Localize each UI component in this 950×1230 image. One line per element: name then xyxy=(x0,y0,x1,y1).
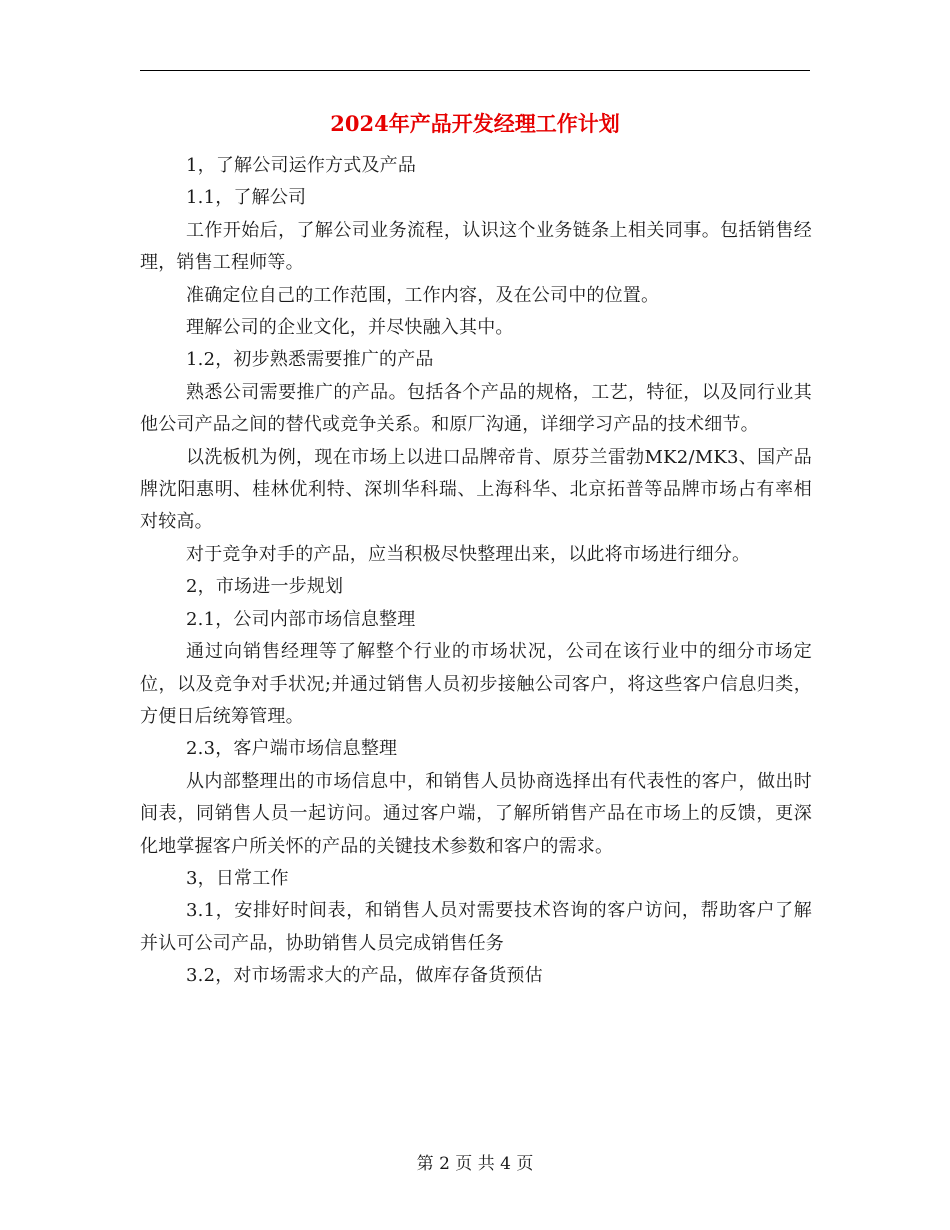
subheading-2-3: 2.3，客户端市场信息整理 xyxy=(186,738,398,760)
document-title: 2024年产品开发经理工作计划 xyxy=(330,111,620,136)
page-number-footer: 第 2 页 共 4 页 xyxy=(416,1154,534,1174)
heading-2: 2，市场进一步规划 xyxy=(186,576,344,598)
paragraph: 对于竞争对手的产品，应当积极尽快整理出来，以此将市场进行细分。 xyxy=(186,543,751,565)
paragraph: 从内部整理出的市场信息中，和销售人员协商选择出有代表性的客户，做出时间表，同销售人员一起访问。通过客户端，了解所销售产品在市场上的反馈，更深化地掌握客户所关怀的产品的关键技术参数和客户的需求。 xyxy=(140,770,812,857)
document-body xyxy=(140,150,812,993)
subheading-1-1: 1.1，了解公司 xyxy=(186,187,307,209)
subheading-2-1: 2.1，公司内部市场信息整理 xyxy=(186,608,416,630)
paragraph: 熟悉公司需要推广的产品。包括各个产品的规格，工艺，特征，以及同行业其他公司产品之间的替代或竞争关系。和原厂沟通，详细学习产品的技术细节。 xyxy=(140,381,812,436)
paragraph: 以洗板机为例，现在市场上以进口品牌帝肯、原芬兰雷勃MK2/MK3、国产品牌沈阳惠明、桂林优利特、深圳华科瑞、上海科华、北京拓普等品牌市场占有率相对较高。 xyxy=(140,446,812,533)
paragraph: 理解公司的企业文化，并尽快融入其中。 xyxy=(186,317,514,339)
subheading-1-2: 1.2，初步熟悉需要推广的产品 xyxy=(186,349,434,371)
heading-3: 3，日常工作 xyxy=(186,867,289,889)
paragraph: 准确定位自己的工作范围，工作内容，及在公司中的位置。 xyxy=(186,284,660,306)
paragraph: 3.2，对市场需求大的产品，做库存备货预估 xyxy=(186,965,543,987)
header-rule xyxy=(140,70,810,71)
heading-1: 1，了解公司运作方式及产品 xyxy=(186,155,417,176)
paragraph: 工作开始后，了解公司业务流程，认识这个业务链条上相关同事。包括销售经理，销售工程师等。 xyxy=(140,219,812,274)
paragraph: 3.1，安排好时间表，和销售人员对需要技术咨询的客户访问，帮助客户了解并认可公司产品，协助销售人员完成销售任务 xyxy=(140,900,812,954)
paragraph: 通过向销售经理等了解整个行业的市场状况，公司在该行业中的细分市场定位，以及竞争对手状况;并通过销售人员初步接触公司客户，将这些客户信息归类，方便日后统筹管理。 xyxy=(140,641,812,727)
